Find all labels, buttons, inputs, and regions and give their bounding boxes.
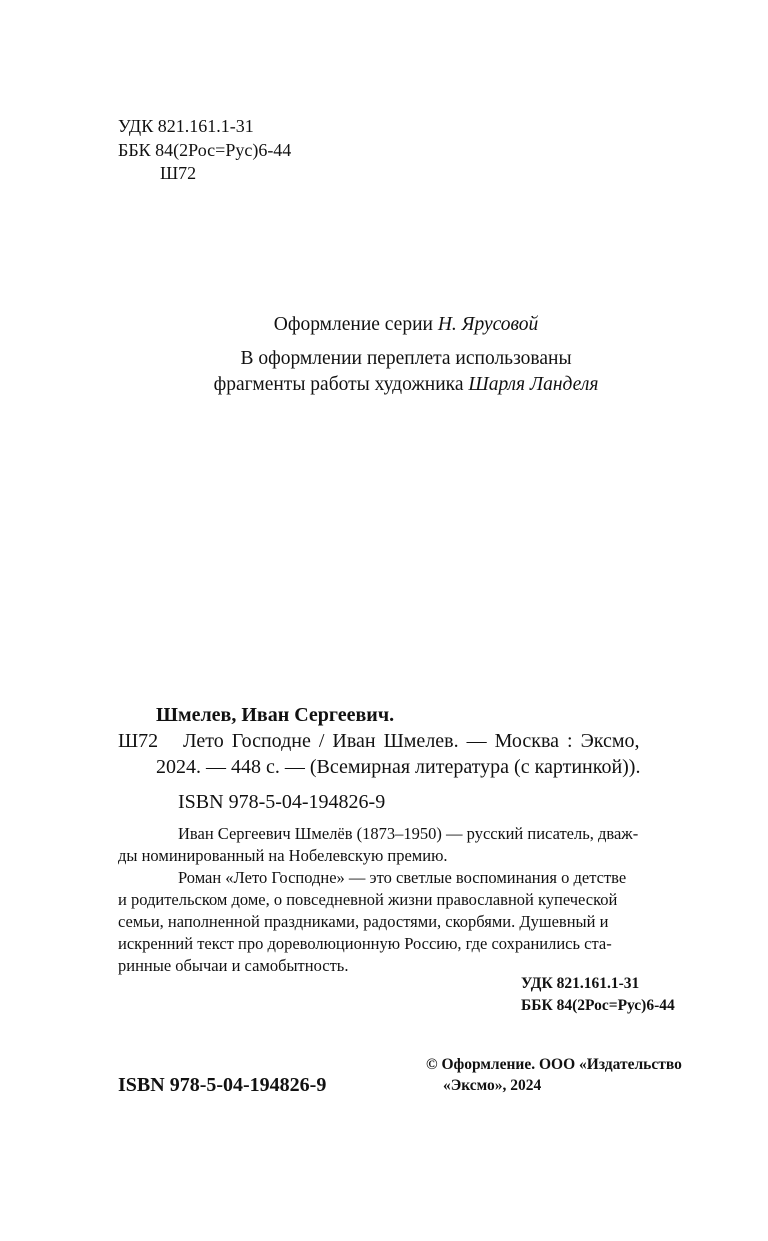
cover-credit-prefix: фрагменты работы художника	[213, 374, 464, 395]
annotation-line: ринные обычаи и самобытность.	[118, 956, 349, 975]
series-design-prefix: Оформление серии	[273, 314, 433, 335]
annotation-line: семьи, наполненной праздниками, радостями, скорбями. Душевный и	[118, 912, 609, 931]
footer-isbn: ISBN 978-5-04-194826-9	[118, 1074, 327, 1096]
annotation-line: ды номинированный на Нобелевскую премию.	[118, 846, 448, 865]
title-line1: Лето Господне / Иван Шмелев. — Москва : Эксмо,	[183, 730, 640, 752]
series-designer-name: Н. Ярусовой	[437, 314, 539, 335]
annotation	[118, 823, 696, 977]
bottom-udk-code: УДК 821.161.1-31	[521, 975, 640, 992]
catalog-author-mark: Ш72	[118, 730, 159, 752]
udk-code: УДК 821.161.1-31	[118, 116, 254, 136]
annotation-line: и родительском доме, о повседневной жизни православной купеческой	[118, 890, 618, 909]
author-heading: Шмелев, Иван Сергеевич.	[156, 704, 395, 726]
cover-credit-line1: В оформлении переплета использованы	[240, 348, 572, 369]
cover-credit-line2	[0, 372, 768, 398]
series-design-credit	[0, 312, 768, 338]
annotation-line: Роман «Лето Господне» — это светлые воспоминания о детстве	[178, 868, 627, 887]
copyright-line2: «Эксмо», 2024	[443, 1077, 542, 1094]
bibliographic-isbn: ISBN 978-5-04-194826-9	[178, 791, 386, 813]
author-mark: Ш72	[160, 163, 197, 183]
title-line2: 2024. — 448 с. — (Всемирная литература (с картинкой)).	[156, 756, 641, 778]
cover-artist-name: Шарля Ланделя	[468, 374, 599, 395]
annotation-line: Иван Сергеевич Шмелёв (1873–1950) — русский писатель, дваж-	[178, 824, 639, 843]
annotation-line: искренний текст про дореволюционную Россию, где сохранились ста-	[118, 934, 612, 953]
bottom-bbk-code: ББК 84(2Рос=Рус)6-44	[521, 997, 675, 1014]
copyright-line1: © Оформление. ООО «Издательство	[426, 1056, 682, 1073]
bbk-code: ББК 84(2Рос=Рус)6-44	[118, 140, 292, 160]
